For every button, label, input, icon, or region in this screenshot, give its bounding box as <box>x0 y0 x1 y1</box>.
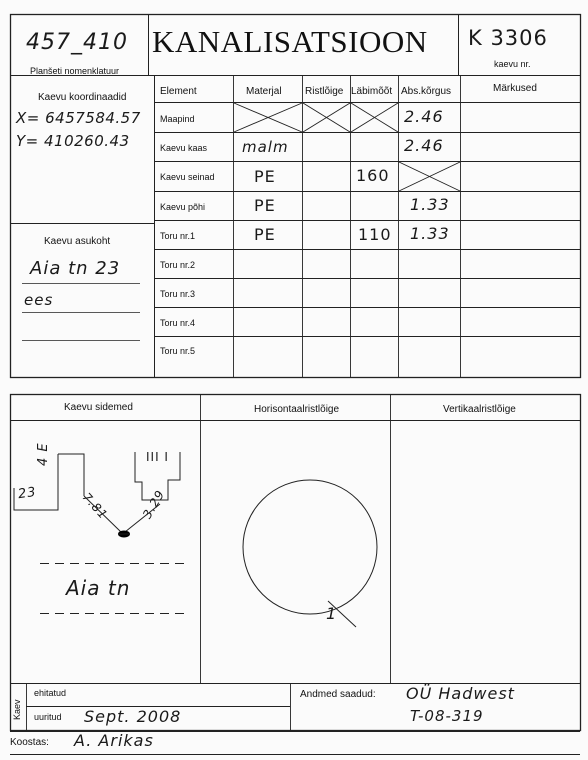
col-elevation: Abs.kõrgus <box>401 86 452 97</box>
row-element: Kaevu põhi <box>160 202 206 212</box>
row-element: Toru nr.1 <box>160 231 196 241</box>
row-elevation: 2.46 <box>404 136 444 155</box>
street-label: Aia tn <box>66 576 131 600</box>
row-element: Toru nr.4 <box>160 318 196 328</box>
row-element: Toru nr.5 <box>160 346 196 356</box>
prepared-by-label: Koostas: <box>10 737 49 748</box>
building-b-label: III I <box>146 450 169 464</box>
row-material: PE <box>254 196 276 215</box>
vertical-section-label: Vertikaalristlõige <box>443 404 516 415</box>
row-material: malm <box>242 138 289 156</box>
building-a-label: 4 E <box>36 442 51 466</box>
row-diameter: 160 <box>356 166 390 185</box>
pipe-number-label: 1 <box>326 604 338 623</box>
row-element: Toru nr.3 <box>160 289 196 299</box>
row-elevation: 2.46 <box>404 107 444 126</box>
location-line-2: ees <box>24 291 54 309</box>
well-side-label: Kaev <box>12 699 22 720</box>
location-line-1: Aia tn 23 <box>30 258 121 279</box>
distance-c: 3.29 <box>140 487 168 521</box>
location-label: Kaevu asukoht <box>44 236 111 247</box>
row-element: Toru nr.2 <box>160 260 196 270</box>
row-elevation: 1.33 <box>410 224 450 243</box>
distance-a: 23 <box>17 484 38 503</box>
col-material: Materjal <box>246 86 282 97</box>
built-label: ehitatud <box>34 688 67 698</box>
col-cross-section: Ristlõige <box>305 86 344 97</box>
well-number-value: K 3306 <box>468 26 548 50</box>
surveyed-label: uuritud <box>34 712 62 722</box>
row-element: Kaevu kaas <box>160 143 208 153</box>
connections-label: Kaevu sidemed <box>64 402 133 413</box>
row-elevation: 1.33 <box>410 195 450 214</box>
row-material: PE <box>254 225 276 244</box>
coordinates-label: Kaevu koordinaadid <box>38 92 127 103</box>
form-title: KANALISATSIOON <box>152 24 428 59</box>
coordinate-x: X= 6457584.57 <box>16 109 141 127</box>
data-source-company: OÜ Hadwest <box>406 684 515 703</box>
row-element: Maapind <box>160 114 195 124</box>
well-number-label: kaevu nr. <box>494 59 531 69</box>
nomenclature-label: Planšeti nomenklatuur <box>30 66 120 76</box>
data-source-label: Andmed saadud: <box>300 689 376 700</box>
prepared-by-value: A. Arikas <box>74 731 154 750</box>
surveyed-value: Sept. 2008 <box>84 707 182 726</box>
nomenclature-value: 457_410 <box>26 30 128 55</box>
col-element: Element <box>160 86 197 97</box>
row-element: Kaevu seinad <box>160 172 215 182</box>
col-notes: Märkused <box>493 83 537 94</box>
row-diameter: 110 <box>358 225 392 244</box>
col-diameter: Läbimõõt <box>351 86 393 97</box>
row-material: PE <box>254 167 276 186</box>
coordinate-y: Y= 410260.43 <box>16 132 130 150</box>
data-source-code: T-08-319 <box>410 707 484 725</box>
horizontal-section-label: Horisontaalristlõige <box>254 404 340 415</box>
distance-b: 7.81 <box>79 490 111 523</box>
